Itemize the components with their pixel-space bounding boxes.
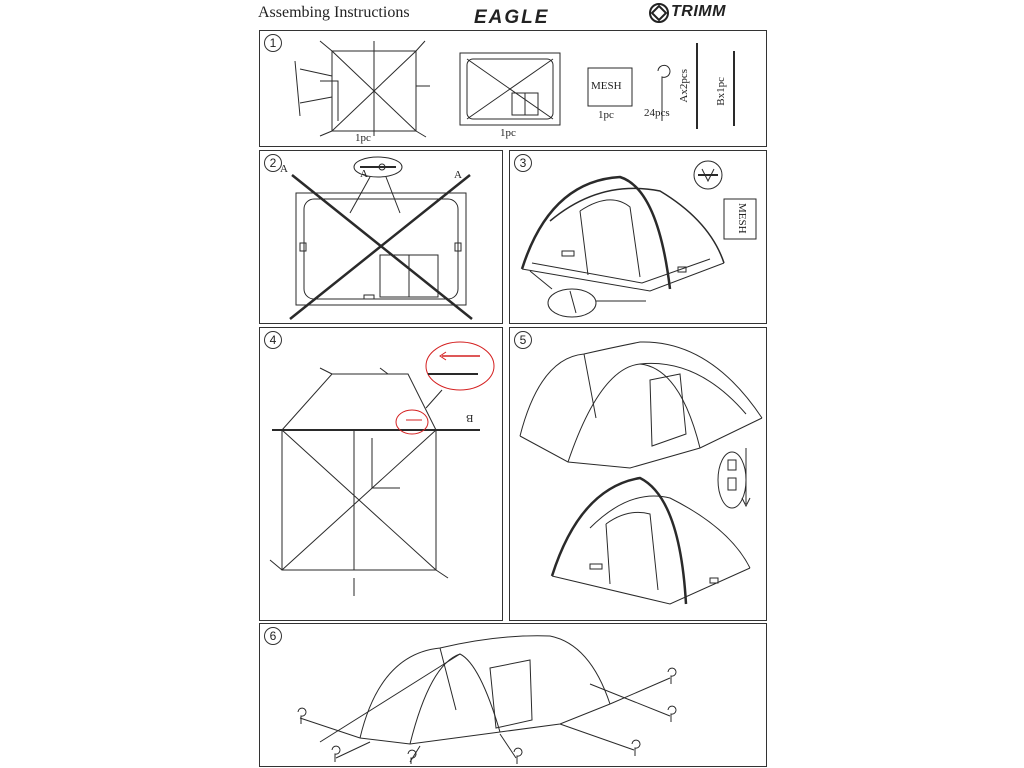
step-number: 6 [264, 627, 282, 645]
step-6-panel [259, 623, 767, 767]
model-name: EAGLE [474, 7, 550, 28]
brand-logo-icon [645, 2, 673, 24]
mesh-label: MESH [591, 80, 622, 92]
flysheet-pole-illustration [260, 328, 502, 620]
flysheet-pitched-drawing [520, 342, 762, 468]
flysheet-drawing [295, 41, 430, 137]
flysheet-qty: 1pc [355, 132, 371, 144]
brand-name: TRIMM [671, 3, 726, 20]
step-3-panel [509, 150, 767, 324]
attach-flysheet-illustration [510, 328, 766, 620]
pole-label: B [466, 412, 474, 424]
step-2-panel [259, 150, 503, 324]
inner-tent-qty: 1pc [500, 127, 516, 139]
step-number: 1 [264, 34, 282, 52]
peg-icon [668, 706, 676, 722]
peg-icon [668, 668, 676, 684]
insert-poles-illustration [260, 151, 502, 323]
peg-icon [632, 740, 640, 756]
pole-b-qty: Bx1pc [715, 77, 727, 106]
peg-icon [408, 750, 416, 764]
peg-icon [332, 746, 340, 762]
step-5-panel [509, 327, 767, 621]
step-number: 2 [264, 154, 282, 172]
pole-a-qty: Ax2pcs [678, 69, 690, 103]
inner-tent-drawing [460, 53, 560, 125]
step-number: 3 [514, 154, 532, 172]
pegs-qty: 24pcs [644, 107, 670, 119]
pole-label-left: A [280, 163, 288, 175]
raise-inner-tent-illustration [510, 151, 766, 323]
pole-label-right: A [454, 169, 462, 181]
step-number: 5 [514, 331, 532, 349]
step-1-panel [259, 30, 767, 147]
pole-label-detail: A [360, 168, 368, 180]
peg-icon [298, 708, 306, 724]
instructions-title: Assembing Instructions [258, 4, 410, 21]
staking-guylines-illustration [260, 624, 766, 766]
mesh-label: MESH [736, 203, 748, 234]
step-number: 4 [264, 331, 282, 349]
mesh-qty: 1pc [598, 109, 614, 121]
step-4-panel [259, 327, 503, 621]
